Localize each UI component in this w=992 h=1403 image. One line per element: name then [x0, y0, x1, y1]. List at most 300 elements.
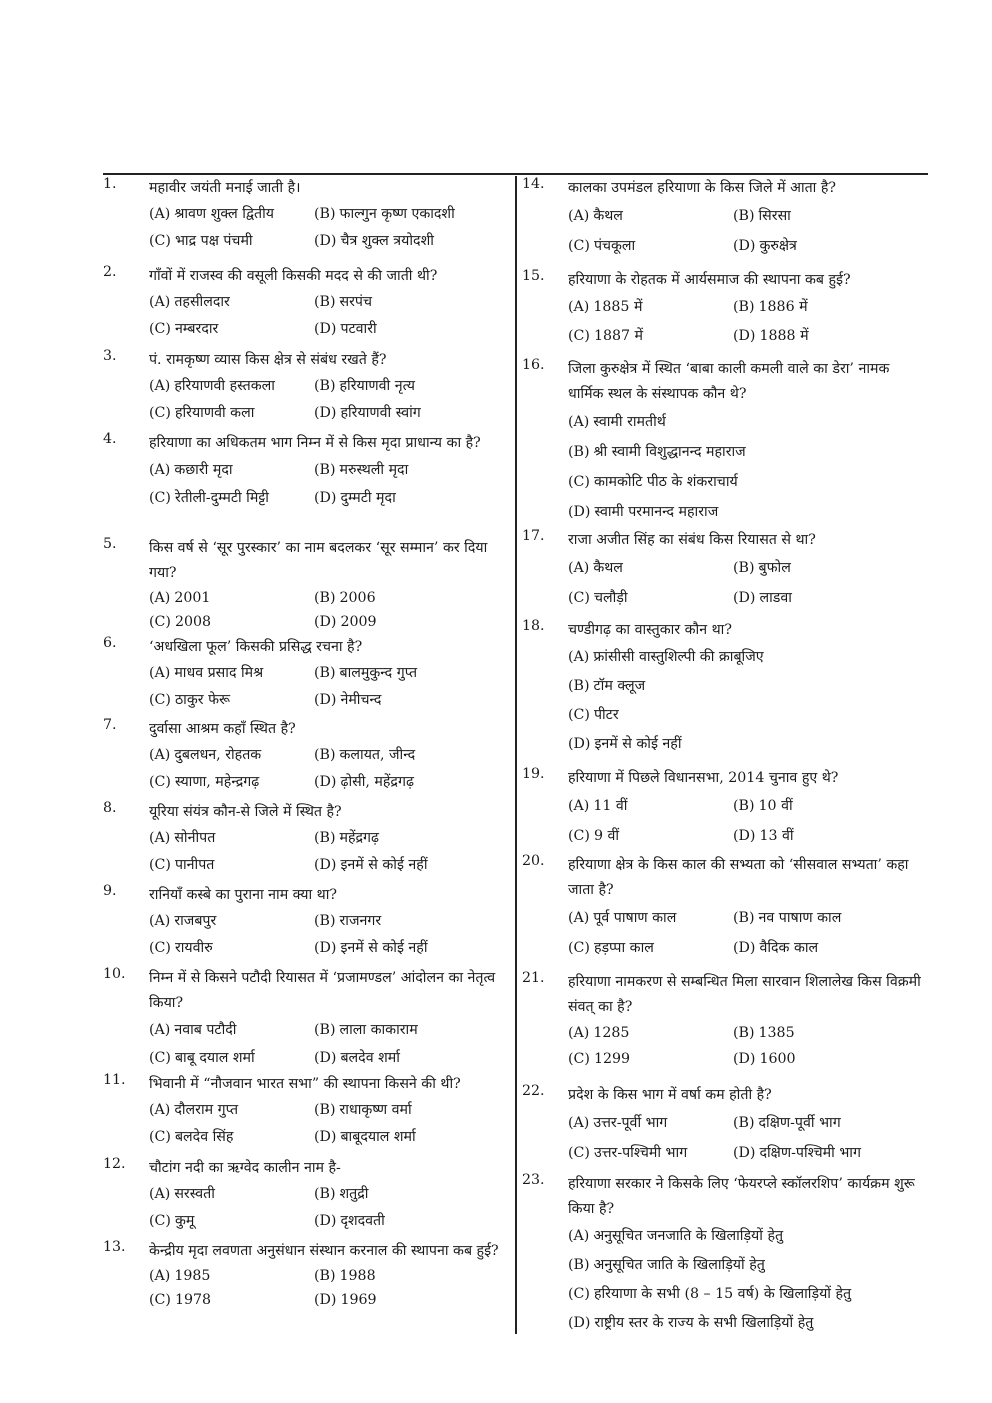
- option-mark: (B): [733, 910, 755, 926]
- option-b: [314, 373, 415, 400]
- option-mark: (B): [733, 299, 755, 315]
- option-row: [568, 1222, 928, 1251]
- question-number: 18.: [522, 618, 545, 634]
- option-text: फ्रांसीसी वास्तुशिल्पी की क्राबूजिए: [593, 649, 764, 665]
- option-a: [149, 1181, 314, 1208]
- option-mark: (D): [733, 828, 756, 844]
- option-mark: (D): [733, 590, 756, 606]
- question-20: [522, 853, 928, 963]
- option-mark: (D): [314, 490, 337, 506]
- option-a: [568, 553, 733, 583]
- option-row: [568, 201, 928, 231]
- option-text: रेतीली-दुम्मटी मिट्टी: [174, 490, 269, 506]
- question-number: 19.: [522, 766, 545, 782]
- option-mark: (C): [568, 328, 590, 344]
- option-text: श्रावण शुक्ल द्वितीय: [174, 206, 275, 222]
- question-text: महावीर जयंती मनाई जाती है।: [149, 180, 301, 196]
- question-16: [522, 357, 928, 527]
- options: [149, 825, 508, 879]
- question-number: 21.: [522, 970, 545, 986]
- question-text: रानियाँ कस्बे का पुराना नाम क्या था?: [149, 887, 338, 903]
- options: [568, 201, 928, 261]
- option-mark: (A): [568, 208, 590, 224]
- option-mark: (A): [149, 1022, 171, 1038]
- option-mark: (C): [149, 1129, 171, 1145]
- question-19: [522, 766, 928, 851]
- question-text: यूरिया संयंत्र कौन-से जिले में स्थित है?: [149, 804, 342, 820]
- option-mark: (C): [149, 940, 171, 956]
- option-text: 1285: [593, 1025, 630, 1041]
- option-text: फाल्गुन कृष्ण एकादशी: [339, 206, 455, 222]
- option-row: [568, 903, 928, 933]
- option-text: पूर्व पाषाण काल: [593, 910, 677, 926]
- option-mark: (A): [149, 913, 171, 929]
- question-number: 6.: [103, 635, 117, 651]
- option-mark: (C): [568, 590, 590, 606]
- option-text: हरियाणवी स्वांग: [340, 405, 421, 421]
- question-number: 20.: [522, 853, 545, 869]
- question-head: [103, 635, 508, 660]
- option-row: [568, 933, 928, 963]
- option-mark: (D): [314, 1213, 337, 1229]
- option-mark: (C): [149, 1292, 171, 1308]
- option-mark: (D): [314, 614, 337, 630]
- options: [149, 586, 508, 634]
- question-6: [103, 635, 508, 714]
- option-text: बाबूदयाल शर्मा: [340, 1129, 416, 1145]
- option-mark: (A): [149, 1102, 171, 1118]
- question-7: [103, 717, 508, 796]
- option-b: [314, 1097, 412, 1124]
- option-mark: (B): [314, 294, 336, 310]
- option-text: पंचकूला: [593, 238, 636, 254]
- question-number: 17.: [522, 528, 545, 544]
- option-mark: (A): [149, 1268, 171, 1284]
- option-b: [314, 660, 417, 687]
- option-mark: (D): [314, 940, 337, 956]
- option-b: [733, 903, 841, 933]
- option-row: [149, 586, 508, 610]
- option-b: [568, 437, 746, 467]
- option-text: नवाब पटौदी: [174, 1022, 237, 1038]
- option-mark: (A): [149, 747, 171, 763]
- option-mark: (C): [149, 1213, 171, 1229]
- option-mark: (A): [149, 830, 171, 846]
- option-mark: (B): [314, 1102, 336, 1118]
- options: [149, 201, 508, 255]
- option-mark: (B): [314, 206, 336, 222]
- options: [568, 903, 928, 963]
- option-mark: (C): [568, 1286, 590, 1302]
- question-head: [103, 717, 508, 742]
- option-row: [149, 1124, 508, 1151]
- option-b: [733, 201, 791, 231]
- option-mark: (C): [568, 238, 590, 254]
- option-b: [314, 1264, 376, 1288]
- option-mark: (D): [314, 857, 337, 873]
- question-4: [103, 431, 508, 512]
- option-mark: (A): [149, 462, 171, 478]
- option-text: बुफोल: [758, 560, 791, 576]
- question-10: [103, 966, 508, 1072]
- option-c: [149, 852, 314, 879]
- option-text: कलायत, जीन्द: [339, 747, 416, 763]
- option-row: [149, 908, 508, 935]
- question-11: [103, 1072, 508, 1151]
- question-text: हरियाणा के रोहतक में आर्यसमाज की स्थापना कब हुई?: [568, 272, 851, 288]
- option-d: [314, 1208, 385, 1235]
- options: [568, 293, 928, 351]
- question-head: [103, 348, 508, 373]
- question-text: हरियाणा क्षेत्र के किस काल की सभ्यता को ‘सीसवाल सभ्यता’ कहा जाता है?: [568, 857, 909, 898]
- option-text: कुमू: [174, 1213, 195, 1229]
- option-text: लाडवा: [759, 590, 792, 606]
- question-text: केन्द्रीय मृदा लवणता अनुसंधान संस्थान करनाल की स्थापना कब हुई?: [149, 1243, 499, 1259]
- options: [568, 407, 928, 527]
- question-number: 23.: [522, 1172, 545, 1188]
- option-mark: (D): [568, 1315, 591, 1331]
- option-mark: (B): [314, 1022, 336, 1038]
- question-text: जिला कुरुक्षेत्र में स्थित ‘बाबा काली कमली वाले का डेरा’ नामक धार्मिक स्थल के संस्थापक कौन थे?: [568, 361, 890, 402]
- question-head: [103, 1072, 508, 1097]
- option-text: श्री स्वामी विशुद्धानन्द महाराज: [593, 444, 746, 460]
- option-text: 13 वीं: [759, 828, 794, 844]
- option-text: दक्षिण-पूर्वी भाग: [758, 1115, 841, 1131]
- question-number: 7.: [103, 717, 117, 733]
- option-mark: (C): [149, 490, 171, 506]
- option-mark: (A): [149, 378, 171, 394]
- option-d: [314, 610, 377, 634]
- option-row: [568, 467, 928, 497]
- question-number: 16.: [522, 357, 545, 373]
- option-text: दुबलधन, रोहतक: [174, 747, 262, 763]
- option-d: [314, 484, 396, 512]
- options: [149, 456, 508, 512]
- option-text: दुम्मटी मृदा: [340, 490, 396, 506]
- option-text: तहसीलदार: [174, 294, 230, 310]
- option-b: [314, 201, 455, 228]
- option-d: [314, 687, 381, 714]
- options: [149, 1181, 508, 1235]
- option-a: [149, 373, 314, 400]
- option-mark: (C): [149, 857, 171, 873]
- option-text: 11 वीं: [593, 798, 628, 814]
- option-mark: (B): [314, 590, 336, 606]
- options: [568, 1108, 928, 1168]
- option-row: [568, 1280, 928, 1309]
- option-b: [314, 742, 415, 769]
- option-mark: (B): [733, 1115, 755, 1131]
- option-row: [149, 228, 508, 255]
- option-row: [149, 289, 508, 316]
- option-d: [733, 231, 797, 261]
- option-c: [568, 322, 733, 351]
- option-row: [149, 660, 508, 687]
- option-b: [733, 1020, 795, 1046]
- option-mark: (B): [314, 378, 336, 394]
- question-number: 4.: [103, 431, 117, 447]
- question-1: [103, 176, 508, 255]
- option-mark: (C): [149, 774, 171, 790]
- option-a: [149, 289, 314, 316]
- question-text: निम्न में से किसने पटौदी रियासत में ‘प्रजामण्डल’ आंदोलन का नेतृत्व किया?: [149, 970, 496, 1011]
- option-text: पटवारी: [340, 321, 377, 337]
- question-number: 9.: [103, 883, 117, 899]
- option-text: नेमीचन्द: [340, 692, 382, 708]
- option-mark: (D): [733, 1051, 756, 1067]
- top-rule: [103, 173, 928, 175]
- option-mark: (B): [314, 830, 336, 846]
- option-a: [568, 1020, 733, 1046]
- option-mark: (D): [568, 504, 591, 520]
- question-number: 1.: [103, 176, 117, 192]
- question-head: [522, 853, 928, 903]
- question-text: हरियाणा का अधिकतम भाग निम्न में से किस मृदा प्राधान्य का है?: [149, 435, 481, 451]
- option-text: राधाकृष्ण वर्मा: [339, 1102, 412, 1118]
- options: [568, 643, 928, 759]
- option-row: [568, 1108, 928, 1138]
- option-b: [568, 1251, 765, 1280]
- question-head: [522, 1083, 928, 1108]
- options: [149, 289, 508, 343]
- option-mark: (D): [314, 692, 337, 708]
- option-b: [314, 289, 372, 316]
- option-text: 10 वीं: [758, 798, 793, 814]
- option-row: [568, 497, 928, 527]
- option-mark: (C): [149, 233, 171, 249]
- option-text: बलदेव सिंह: [174, 1129, 234, 1145]
- option-a: [149, 201, 314, 228]
- option-row: [568, 1138, 928, 1168]
- option-text: हरियाणा के सभी (8 – 15 वर्ष) के खिलाड़ियों हेतु: [593, 1286, 852, 1302]
- question-number: 13.: [103, 1239, 126, 1255]
- option-row: [149, 610, 508, 634]
- options: [149, 742, 508, 796]
- option-text: 1988: [339, 1268, 376, 1284]
- option-mark: (D): [314, 774, 337, 790]
- option-row: [568, 701, 928, 730]
- option-text: कैथल: [593, 560, 623, 576]
- option-mark: (A): [568, 910, 590, 926]
- option-mark: (C): [568, 707, 590, 723]
- option-c: [568, 583, 733, 613]
- option-row: [568, 231, 928, 261]
- option-mark: (B): [733, 560, 755, 576]
- option-row: [149, 484, 508, 512]
- option-d: [314, 1044, 400, 1072]
- option-text: मरुस्थली मृदा: [339, 462, 409, 478]
- question-number: 5.: [103, 536, 117, 552]
- question-head: [522, 268, 928, 293]
- option-c: [568, 231, 733, 261]
- option-mark: (C): [568, 940, 590, 956]
- option-row: [568, 791, 928, 821]
- option-text: 1888 में: [759, 328, 809, 344]
- option-row: [568, 293, 928, 322]
- option-a: [149, 825, 314, 852]
- question-head: [103, 536, 508, 586]
- option-c: [568, 1138, 733, 1168]
- option-text: सिरसा: [758, 208, 791, 224]
- option-row: [149, 1208, 508, 1235]
- option-text: 9 वीं: [593, 828, 620, 844]
- question-head: [522, 176, 928, 201]
- option-text: 1299: [593, 1051, 631, 1067]
- option-row: [568, 1251, 928, 1280]
- question-23: [522, 1172, 928, 1338]
- option-b: [568, 672, 645, 701]
- option-row: [568, 1309, 928, 1338]
- question-text: हरियाणा सरकार ने किसके लिए ‘फेयरप्ले स्कॉलरशिप’ कार्यक्रम शुरू किया है?: [568, 1176, 915, 1217]
- option-mark: (B): [733, 798, 755, 814]
- option-b: [314, 1016, 418, 1044]
- option-row: [568, 672, 928, 701]
- question-text: राजा अजीत सिंह का संबंध किस रियासत से था?: [568, 532, 816, 548]
- question-text: भिवानी में “नौजवान भारत सभा” की स्थापना किसने की थी?: [149, 1076, 461, 1092]
- option-mark: (B): [733, 1025, 755, 1041]
- question-number: 11.: [103, 1072, 126, 1088]
- option-b: [733, 293, 808, 322]
- option-mark: (A): [568, 560, 590, 576]
- option-d: [314, 852, 428, 879]
- option-c: [568, 933, 733, 963]
- question-number: 15.: [522, 268, 545, 284]
- option-d: [568, 730, 682, 759]
- question-text: ‘अधखिला फूल’ किसकी प्रसिद्ध रचना है?: [149, 639, 363, 655]
- options: [568, 553, 928, 613]
- question-number: 2.: [103, 264, 117, 280]
- option-mark: (A): [149, 1186, 171, 1202]
- option-text: दक्षिण-पश्चिमी भाग: [759, 1145, 861, 1161]
- option-a: [568, 643, 764, 672]
- option-text: 1885 में: [593, 299, 643, 315]
- option-text: ढ़ोसी, महेंद्रगढ़: [340, 774, 414, 790]
- option-d: [733, 821, 794, 851]
- option-row: [149, 1016, 508, 1044]
- option-mark: (D): [733, 328, 756, 344]
- options: [149, 1016, 508, 1072]
- question-head: [103, 966, 508, 1016]
- option-text: टॉम क्लूज: [593, 678, 646, 694]
- option-text: 1385: [758, 1025, 795, 1041]
- option-c: [568, 701, 619, 730]
- option-text: रायवीरु: [174, 940, 213, 956]
- question-head: [103, 800, 508, 825]
- option-c: [149, 400, 314, 427]
- question-number: 8.: [103, 800, 117, 816]
- option-text: इनमें से कोई नहीं: [594, 736, 682, 752]
- option-row: [568, 821, 928, 851]
- option-a: [149, 1264, 314, 1288]
- option-text: सोनीपत: [174, 830, 216, 846]
- option-mark: (B): [568, 444, 590, 460]
- option-text: 1886 में: [758, 299, 808, 315]
- option-text: 2006: [339, 590, 376, 606]
- option-a: [149, 908, 314, 935]
- option-row: [149, 1181, 508, 1208]
- option-text: इनमें से कोई नहीं: [340, 857, 428, 873]
- option-text: पीटर: [593, 707, 619, 723]
- option-text: सरस्वती: [174, 1186, 215, 1202]
- option-row: [149, 1097, 508, 1124]
- option-c: [568, 1280, 851, 1309]
- option-text: 1985: [174, 1268, 211, 1284]
- option-row: [149, 1288, 508, 1312]
- option-row: [568, 1046, 928, 1072]
- option-text: बालमुकुन्द गुप्त: [339, 665, 418, 681]
- option-mark: (C): [149, 614, 171, 630]
- option-c: [149, 484, 314, 512]
- option-c: [149, 935, 314, 962]
- option-text: कुरुक्षेत्र: [759, 238, 797, 254]
- option-row: [149, 1044, 508, 1072]
- option-row: [149, 935, 508, 962]
- question-5: [103, 536, 508, 634]
- question-text: चण्डीगढ़ का वास्तुकार कौन था?: [568, 622, 732, 638]
- option-d: [314, 769, 414, 796]
- option-b: [733, 1108, 841, 1138]
- option-text: 1978: [174, 1292, 212, 1308]
- option-mark: (D): [314, 233, 337, 249]
- option-row: [568, 553, 928, 583]
- option-c: [568, 821, 733, 851]
- question-text: प्रदेश के किस भाग में वर्षा कम होती है?: [568, 1087, 772, 1103]
- option-text: 2009: [340, 614, 377, 630]
- options: [149, 373, 508, 427]
- question-head: [522, 528, 928, 553]
- option-text: दौलराम गुप्त: [174, 1102, 239, 1118]
- option-a: [149, 456, 314, 484]
- question-head: [522, 766, 928, 791]
- options: [568, 1222, 928, 1338]
- option-a: [149, 742, 314, 769]
- option-d: [568, 1309, 813, 1338]
- option-text: चैत्र शुक्ल त्रयोदशी: [340, 233, 434, 249]
- option-mark: (B): [568, 678, 590, 694]
- option-text: राजबपुर: [174, 913, 217, 929]
- option-d: [733, 583, 792, 613]
- option-d: [733, 1046, 796, 1072]
- option-mark: (A): [149, 665, 171, 681]
- option-d: [733, 933, 818, 963]
- options: [149, 660, 508, 714]
- question-18: [522, 618, 928, 759]
- option-row: [149, 742, 508, 769]
- option-mark: (A): [568, 798, 590, 814]
- question-9: [103, 883, 508, 962]
- option-mark: (A): [568, 1115, 590, 1131]
- option-c: [149, 610, 314, 634]
- option-text: चलौड़ी: [593, 590, 628, 606]
- option-text: हरियाणवी हस्तकला: [174, 378, 275, 394]
- option-mark: (D): [314, 321, 337, 337]
- option-text: अनुसूचित जनजाति के खिलाड़ियों हेतु: [593, 1228, 784, 1244]
- question-22: [522, 1083, 928, 1168]
- question-head: [103, 264, 508, 289]
- option-text: हरियाणवी कला: [174, 405, 255, 421]
- question-head: [103, 883, 508, 908]
- option-row: [149, 769, 508, 796]
- option-mark: (A): [568, 649, 590, 665]
- question-head: [522, 1172, 928, 1222]
- option-mark: (C): [149, 692, 171, 708]
- option-row: [149, 1264, 508, 1288]
- option-text: स्वामी परमानन्द महाराज: [594, 504, 719, 520]
- option-mark: (D): [314, 1050, 337, 1066]
- options: [149, 1097, 508, 1151]
- option-mark: (C): [568, 828, 590, 844]
- question-12: [103, 1156, 508, 1235]
